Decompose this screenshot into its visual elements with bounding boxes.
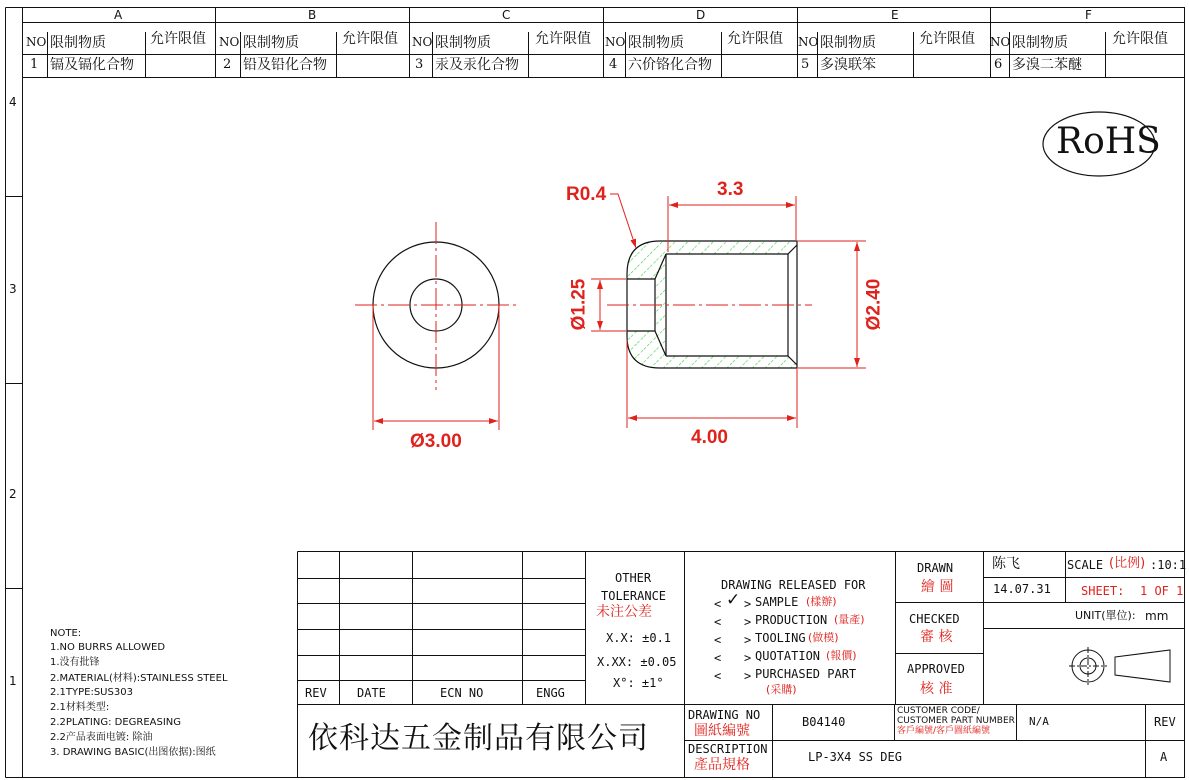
tolerance-title-2: TOLERANCE bbox=[601, 589, 667, 603]
table-header-no: NO bbox=[26, 35, 47, 49]
table-row-substance: 镉及镉化合物 bbox=[50, 57, 134, 73]
table-header-substance: 限制物质 bbox=[820, 35, 876, 51]
zone-label-f: F bbox=[1085, 8, 1092, 22]
table-header-limit: 允许限值 bbox=[1112, 31, 1168, 47]
approved-label: APPROVED bbox=[907, 662, 965, 676]
release-mark: < bbox=[714, 651, 722, 665]
dim-small-dia: Ø1.25 bbox=[568, 278, 590, 331]
release-mark: < bbox=[714, 597, 722, 611]
front-view bbox=[355, 222, 518, 430]
table-row-no: 5 bbox=[801, 57, 810, 72]
scale-label: SCALE bbox=[1067, 558, 1104, 572]
dim-radius: R0.4 bbox=[566, 184, 607, 205]
table-header-no: NO bbox=[798, 35, 819, 49]
description-value: LP-3X4 SS DEG bbox=[808, 750, 902, 764]
table-row-no: 2 bbox=[223, 57, 232, 72]
release-arrow: > bbox=[744, 615, 752, 629]
release-purchased: PURCHASED PART bbox=[755, 667, 857, 681]
drawn-name: 陈飞 bbox=[992, 556, 1020, 572]
release-mark: < bbox=[714, 615, 722, 629]
scale-value: :10:1 bbox=[1150, 558, 1187, 572]
row-label-3: 3 bbox=[9, 282, 17, 296]
table-row-no: 3 bbox=[415, 57, 424, 72]
release-quotation: QUOTATION bbox=[755, 649, 821, 663]
release-arrow: > bbox=[744, 597, 752, 611]
note-line: 2.2产品表面电镀: 除油 bbox=[50, 732, 153, 743]
release-sample-cn: (樣辦) bbox=[806, 595, 837, 608]
customer-part-label: CUSTOMER PART NUMBER bbox=[897, 716, 1015, 726]
checked-label: CHECKED bbox=[909, 612, 960, 626]
zone-label-b: B bbox=[308, 8, 317, 22]
table-header-no: NO bbox=[219, 35, 240, 49]
rohs-mark: RoHS bbox=[1056, 121, 1161, 162]
unit-value: mm bbox=[1145, 609, 1169, 623]
zone-label-d: D bbox=[696, 8, 706, 22]
drawing-no-label-cn: 圖紙編號 bbox=[694, 723, 750, 739]
row-label-4: 4 bbox=[9, 95, 17, 109]
table-row-no: 6 bbox=[994, 57, 1003, 72]
dim-outer-dia-side: Ø2.40 bbox=[863, 278, 885, 331]
table-row-substance: 汞及汞化合物 bbox=[435, 57, 519, 73]
dim-outer-dia-front: Ø3.00 bbox=[410, 431, 462, 452]
rev-label: REV bbox=[1154, 715, 1176, 729]
note-line: 1.NO BURRS ALLOWED bbox=[50, 642, 166, 653]
description-label: DESCRIPTION bbox=[688, 742, 768, 756]
table-header-limit: 允许限值 bbox=[150, 31, 206, 47]
release-arrow: > bbox=[744, 651, 752, 665]
drawn-date: 14.07.31 bbox=[993, 582, 1051, 596]
table-header-no: NO bbox=[412, 35, 433, 49]
release-production-cn: (量產) bbox=[834, 613, 865, 626]
note-line: 3. DRAWING BASIC(出图依据):图纸 bbox=[50, 747, 216, 758]
release-mark: < bbox=[714, 633, 722, 647]
release-arrow: > bbox=[744, 633, 752, 647]
section-view bbox=[591, 194, 866, 428]
approved-label-cn: 核 准 bbox=[920, 681, 953, 697]
table-row-substance: 铅及铅化合物 bbox=[243, 57, 327, 73]
projection-symbol-icon bbox=[1069, 647, 1170, 685]
table-header-substance: 限制物质 bbox=[243, 35, 299, 51]
note-line: 2.1TYPE:SUS303 bbox=[50, 687, 133, 698]
table-header-limit: 允许限值 bbox=[535, 31, 591, 47]
note-line: 2.MATERIAL(材料):STAINLESS STEEL bbox=[50, 673, 228, 684]
table-header-limit: 允许限值 bbox=[342, 31, 398, 47]
sheet-border bbox=[6, 8, 1185, 778]
company-name: 依科达五金制品有限公司 bbox=[308, 721, 649, 756]
rev-header: REV bbox=[305, 686, 327, 700]
table-row-substance: 多溴二苯醚 bbox=[1012, 57, 1082, 73]
table-row-substance: 多溴联笨 bbox=[820, 57, 876, 73]
table-header-no: NO bbox=[605, 35, 626, 49]
release-purchased-cn: (采購) bbox=[766, 683, 797, 696]
table-header-substance: 限制物质 bbox=[628, 35, 684, 51]
dim-length-bore: 3.3 bbox=[717, 179, 744, 200]
table-header-substance: 限制物质 bbox=[50, 35, 106, 51]
release-production: PRODUCTION bbox=[755, 613, 828, 627]
note-line: 1.没有批锋 bbox=[50, 657, 100, 668]
note-line: 2.1材料类型: bbox=[50, 702, 110, 713]
sheet-value: 1 OF 1 bbox=[1140, 584, 1184, 598]
release-title: DRAWING RELEASED FOR bbox=[721, 578, 866, 592]
drawn-label: DRAWN bbox=[917, 561, 954, 575]
table-row-no: 4 bbox=[609, 57, 618, 72]
checkmark-icon: ✓ bbox=[726, 590, 741, 610]
table-row-substance: 六价铬化合物 bbox=[628, 57, 712, 73]
row-label-1: 1 bbox=[9, 674, 17, 688]
engg-header: ENGG bbox=[536, 686, 565, 700]
row-label-2: 2 bbox=[9, 487, 17, 501]
sheet-label: SHEET: bbox=[1081, 584, 1125, 598]
date-header: DATE bbox=[357, 686, 386, 700]
drawing-no-label: DRAWING NO bbox=[688, 708, 761, 722]
release-mark: < bbox=[714, 669, 722, 683]
customer-code-label: CUSTOMER CODE/ bbox=[897, 706, 980, 716]
note-line: NOTE: bbox=[50, 628, 82, 639]
release-arrow: > bbox=[744, 669, 752, 683]
table-header-limit: 允许限值 bbox=[727, 31, 783, 47]
release-quotation-cn: (報價) bbox=[826, 649, 857, 662]
unit-label: UNIT(單位): bbox=[1075, 609, 1136, 622]
checked-label-cn: 審 核 bbox=[920, 629, 953, 645]
tolerance-xxx: X.XX: ±0.05 bbox=[597, 655, 677, 669]
drawn-label-cn: 繪 圖 bbox=[921, 579, 954, 595]
dim-length-total: 4.00 bbox=[691, 427, 728, 448]
zone-label-c: C bbox=[502, 8, 511, 22]
note-line: 2.2PLATING: DEGREASING bbox=[50, 717, 182, 728]
customer-label-cn: 客戶編號/客戶圖紙編號 bbox=[897, 726, 991, 736]
tolerance-deg: X°: ±1° bbox=[613, 676, 664, 690]
scale-label-cn: (比例) bbox=[1109, 556, 1146, 571]
table-header-limit: 允许限值 bbox=[919, 31, 975, 47]
zone-label-e: E bbox=[891, 8, 899, 22]
ecn-header: ECN NO bbox=[440, 686, 484, 700]
zone-label-a: A bbox=[114, 8, 123, 22]
table-header-no: NO bbox=[990, 35, 1011, 49]
tolerance-title-1: OTHER bbox=[615, 571, 652, 585]
table-header-substance: 限制物质 bbox=[435, 35, 491, 51]
release-tooling-cn: (做模) bbox=[808, 631, 839, 644]
table-row-no: 1 bbox=[30, 57, 39, 72]
release-tooling: TOOLING bbox=[755, 631, 806, 645]
table-header-substance: 限制物质 bbox=[1012, 35, 1068, 51]
release-sample: SAMPLE bbox=[755, 595, 799, 609]
tolerance-xx: X.X: ±0.1 bbox=[606, 631, 672, 645]
drawing-no-value: B04140 bbox=[802, 715, 846, 729]
customer-value: N/A bbox=[1029, 715, 1049, 728]
tolerance-title-cn: 未注公差 bbox=[596, 604, 652, 620]
rev-value: A bbox=[1160, 750, 1168, 764]
description-label-cn: 產品規格 bbox=[694, 757, 750, 773]
